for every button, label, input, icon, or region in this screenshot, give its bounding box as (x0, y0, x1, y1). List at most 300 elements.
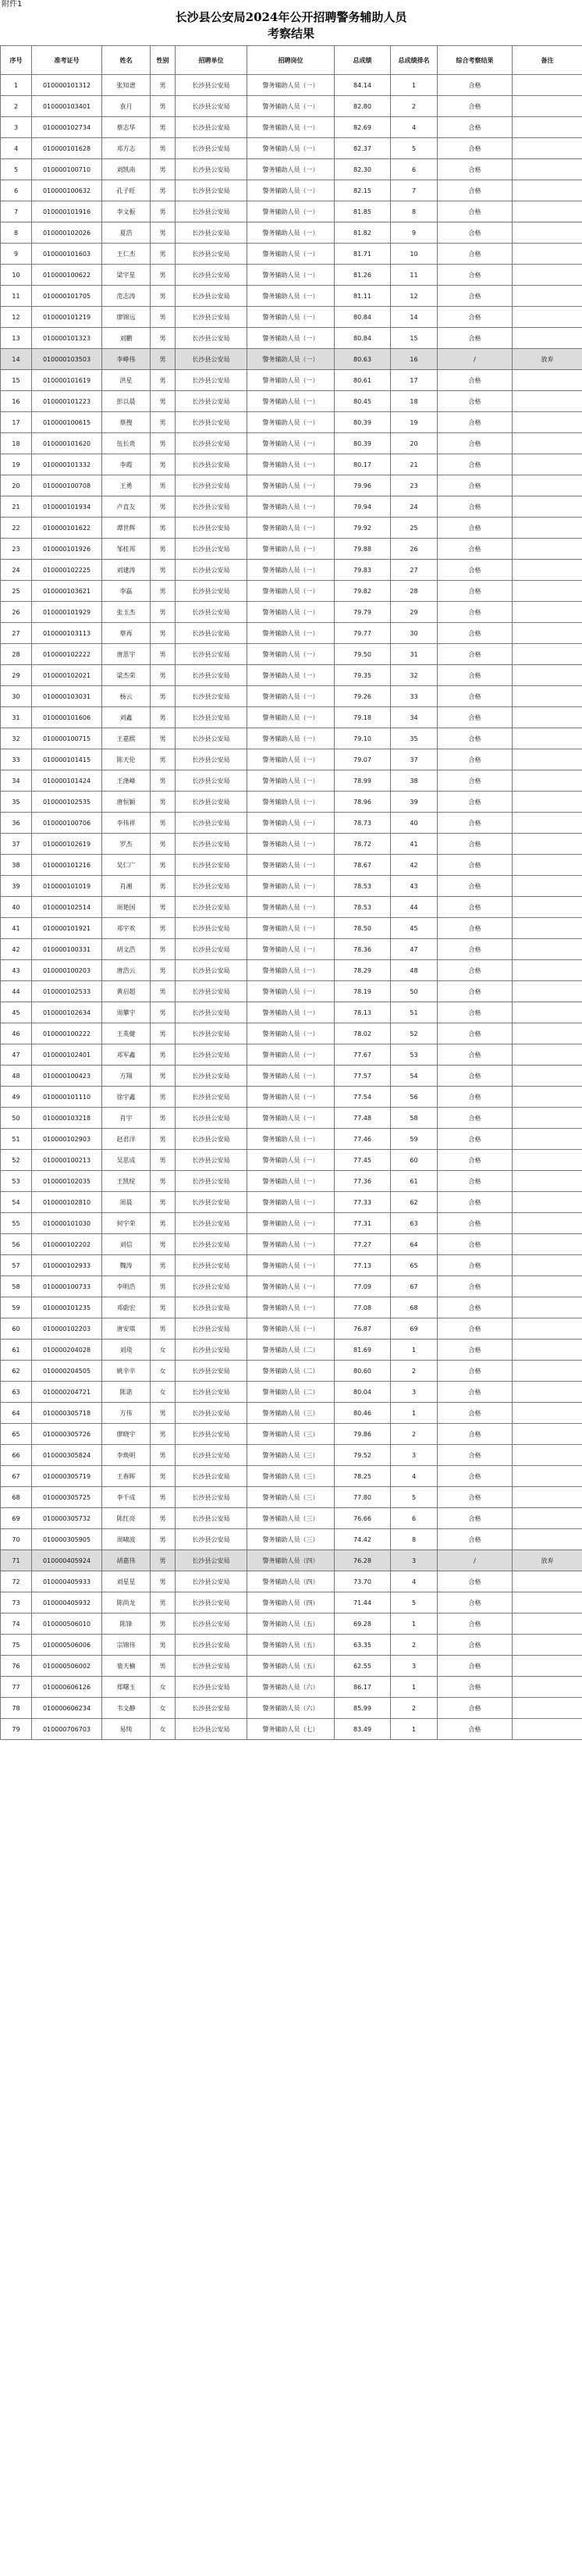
table-cell: 010000103218 (32, 1108, 102, 1129)
table-cell: 22 (1, 518, 32, 539)
table-cell: 合格 (438, 1424, 513, 1445)
table-cell: 合格 (438, 286, 513, 307)
table-cell: 41 (391, 834, 438, 855)
table-cell: 长沙县公安局 (176, 876, 247, 897)
table-cell: 78.36 (335, 939, 391, 960)
table-cell: 长沙县公安局 (176, 918, 247, 939)
table-cell: 陈红亮 (102, 1508, 151, 1529)
table-cell: 83.49 (335, 1719, 391, 1740)
table-cell: 19 (391, 412, 438, 433)
table-cell: 长沙县公安局 (176, 496, 247, 518)
table-cell: 合格 (438, 876, 513, 897)
table-cell: 廖晓宇 (102, 1424, 151, 1445)
table-cell: 长沙县公安局 (176, 686, 247, 707)
table-cell (513, 1698, 582, 1719)
table-cell: 78.72 (335, 834, 391, 855)
table-row (1, 1677, 582, 1698)
table-cell: 010000100706 (32, 813, 102, 834)
table-cell (513, 813, 582, 834)
table-cell: 警务辅助人员（一） (247, 370, 335, 391)
table-cell: 长沙县公安局 (176, 1698, 247, 1719)
table-cell: 陈诺 (102, 1382, 151, 1403)
table-cell: 010000103401 (32, 96, 102, 117)
table-cell: 男 (151, 939, 176, 960)
table-cell: 53 (1, 1171, 32, 1192)
table-cell: 长沙县公安局 (176, 560, 247, 581)
table-cell: 长沙县公安局 (176, 539, 247, 560)
table-cell: 廖锦远 (102, 307, 151, 328)
table-cell: 010000305719 (32, 1466, 102, 1487)
table-cell: 52 (1, 1150, 32, 1171)
table-cell: 010000103621 (32, 581, 102, 602)
table-cell (513, 96, 582, 117)
table-cell: 李峥伟 (102, 349, 151, 370)
table-cell: 长沙县公安局 (176, 813, 247, 834)
table-cell: 梁宇星 (102, 265, 151, 286)
table-cell: 张知谱 (102, 75, 151, 96)
table-cell: 010000103113 (32, 623, 102, 644)
table-cell: 76.87 (335, 1318, 391, 1340)
table-cell: 77.54 (335, 1087, 391, 1108)
table-cell: 74.42 (335, 1529, 391, 1550)
table-cell: 010000102514 (32, 897, 102, 918)
table-cell: 警务辅助人员（一） (247, 813, 335, 834)
table-cell: 82.69 (335, 117, 391, 138)
table-cell: 79.50 (335, 644, 391, 665)
table-cell: 长沙县公安局 (176, 307, 247, 328)
table-cell: 50 (391, 981, 438, 1002)
table-cell: 男 (151, 1150, 176, 1171)
table-cell (513, 770, 582, 792)
table-row (1, 328, 582, 349)
table-cell (513, 496, 582, 518)
table-cell: 长沙县公安局 (176, 1002, 247, 1023)
table-cell: 警务辅助人员（三） (247, 1424, 335, 1445)
table-cell (513, 391, 582, 412)
table-cell: 女 (151, 1719, 176, 1740)
table-cell: 警务辅助人员（一） (247, 728, 335, 749)
table-cell: 80.46 (335, 1403, 391, 1424)
table-cell: 警务辅助人员（一） (247, 138, 335, 159)
table-cell: 78.53 (335, 897, 391, 918)
table-cell: 010000101620 (32, 433, 102, 454)
table-cell: 合格 (438, 265, 513, 286)
table-cell: 警务辅助人员（一） (247, 792, 335, 813)
table-cell: 李千成 (102, 1487, 151, 1508)
table-cell: 吴思成 (102, 1150, 151, 1171)
table-cell: 85.99 (335, 1698, 391, 1719)
table-row (1, 644, 582, 665)
table-cell: 合格 (438, 1297, 513, 1318)
table-cell (513, 602, 582, 623)
table-cell: 37 (391, 749, 438, 770)
table-cell: 合格 (438, 1171, 513, 1192)
table-cell: 肖湘 (102, 876, 151, 897)
table-row (1, 1255, 582, 1276)
table-cell: 21 (1, 496, 32, 518)
table-cell: 79.18 (335, 707, 391, 728)
table-cell: 合格 (438, 1508, 513, 1529)
table-cell: 010000100615 (32, 412, 102, 433)
table-cell: 合格 (438, 686, 513, 707)
table-cell: 男 (151, 1571, 176, 1592)
table-cell: 黄启超 (102, 981, 151, 1002)
table-cell: 男 (151, 1550, 176, 1571)
table-cell: 14 (1, 349, 32, 370)
table-cell: 警务辅助人员（一） (247, 834, 335, 855)
table-row (1, 265, 582, 286)
table-cell: 47 (391, 939, 438, 960)
table-cell: 39 (1, 876, 32, 897)
table-cell: 警务辅助人员（六） (247, 1677, 335, 1698)
table-cell (513, 265, 582, 286)
table-cell: 010000102026 (32, 222, 102, 244)
table-row (1, 1002, 582, 1023)
table-cell: 警务辅助人员（一） (247, 433, 335, 454)
table-cell: 5 (391, 138, 438, 159)
table-cell: 长沙县公安局 (176, 728, 247, 749)
table-cell: 3 (391, 1550, 438, 1571)
table-cell: 男 (151, 1424, 176, 1445)
table-cell: 010000101606 (32, 707, 102, 728)
table-cell: 警务辅助人员（一） (247, 707, 335, 728)
header-cell: 性别 (151, 46, 176, 75)
table-cell: 宗锦伟 (102, 1635, 151, 1656)
table-row (1, 159, 582, 180)
table-cell: 合格 (438, 1361, 513, 1382)
table-cell: 合格 (438, 1403, 513, 1424)
table-cell: 警务辅助人员（一） (247, 855, 335, 876)
table-cell: 010000103503 (32, 349, 102, 370)
table-cell: 合格 (438, 1108, 513, 1129)
table-cell: 女 (151, 1677, 176, 1698)
table-cell: 17 (391, 370, 438, 391)
table-cell (513, 1087, 582, 1108)
table-cell (513, 370, 582, 391)
table-cell: 79.52 (335, 1445, 391, 1466)
table-cell: 6 (391, 1508, 438, 1529)
table-cell: 010000305732 (32, 1508, 102, 1529)
table-cell: 合格 (438, 792, 513, 813)
table-cell: 警务辅助人员（五） (247, 1656, 335, 1677)
table-cell: 警务辅助人员（一） (247, 201, 335, 222)
table-cell: 放弃 (513, 349, 582, 370)
table-cell (513, 1466, 582, 1487)
table-cell: 37 (1, 834, 32, 855)
table-row (1, 939, 582, 960)
table-cell: 78.25 (335, 1466, 391, 1487)
table-cell: 徐宇鑫 (102, 1087, 151, 1108)
table-cell (513, 728, 582, 749)
table-cell: 刘星星 (102, 1571, 151, 1592)
table-cell: 010000101216 (32, 855, 102, 876)
table-cell: 合格 (438, 328, 513, 349)
table-cell: 15 (391, 328, 438, 349)
table-cell: 43 (391, 876, 438, 897)
table-header-row (1, 46, 582, 75)
table-cell: 80.39 (335, 412, 391, 433)
table-cell (513, 286, 582, 307)
table-cell: 010000102933 (32, 1255, 102, 1276)
table-cell: 警务辅助人员（一） (247, 602, 335, 623)
table-cell: 16 (391, 349, 438, 370)
table-cell: 65 (391, 1255, 438, 1276)
table-cell (513, 138, 582, 159)
table-cell: 77.46 (335, 1129, 391, 1150)
table-cell: 长沙县公安局 (176, 855, 247, 876)
table-cell: 男 (151, 707, 176, 728)
table-row (1, 1150, 582, 1171)
table-cell: 合格 (438, 960, 513, 981)
table-cell: 合格 (438, 518, 513, 539)
table-cell (513, 1592, 582, 1614)
table-cell: 46 (1, 1023, 32, 1044)
table-cell: 010000102202 (32, 1234, 102, 1255)
table-cell: 合格 (438, 834, 513, 855)
table-cell: 合格 (438, 1276, 513, 1297)
table-cell: 警务辅助人员（一） (247, 391, 335, 412)
table-cell: 84.14 (335, 75, 391, 96)
table-cell: 警务辅助人员（四） (247, 1571, 335, 1592)
table-cell: 77 (1, 1677, 32, 1698)
table-cell: 69.28 (335, 1614, 391, 1635)
table-cell (513, 707, 582, 728)
table-cell: 警务辅助人员（七） (247, 1719, 335, 1740)
table-cell: 女 (151, 1382, 176, 1403)
table-cell: 长沙县公安局 (176, 792, 247, 813)
table-cell: 24 (391, 496, 438, 518)
table-cell: 45 (1, 1002, 32, 1023)
table-row (1, 1044, 582, 1066)
table-cell: 陈天伦 (102, 749, 151, 770)
table-cell: 78.13 (335, 1002, 391, 1023)
table-row (1, 518, 582, 539)
table-cell (513, 855, 582, 876)
table-cell: 张玉杰 (102, 602, 151, 623)
table-cell: 警务辅助人员（一） (247, 581, 335, 602)
table-cell: 73.70 (335, 1571, 391, 1592)
table-cell: 男 (151, 1234, 176, 1255)
table-cell: 8 (391, 201, 438, 222)
table-cell (513, 644, 582, 665)
table-cell: 81.69 (335, 1340, 391, 1361)
table-cell: 62 (1, 1361, 32, 1382)
table-cell: 24 (1, 560, 32, 581)
table-cell: 010000101223 (32, 391, 102, 412)
table-cell: 唐恒颖 (102, 792, 151, 813)
table-cell: 78.19 (335, 981, 391, 1002)
table-cell: 38 (1, 855, 32, 876)
table-cell: 警务辅助人员（一） (247, 686, 335, 707)
table-cell: 79.79 (335, 602, 391, 623)
table-cell (513, 918, 582, 939)
table-cell (513, 539, 582, 560)
table-cell: 男 (151, 1635, 176, 1656)
table-row (1, 876, 582, 897)
table-cell: 梁杰荣 (102, 665, 151, 686)
table-cell: 80.45 (335, 391, 391, 412)
table-cell: 13 (1, 328, 32, 349)
table-cell: 王嘉熙 (102, 728, 151, 749)
table-cell: 35 (391, 728, 438, 749)
table-cell: 长沙县公安局 (176, 1466, 247, 1487)
table-cell: 80.39 (335, 433, 391, 454)
table-cell: 长沙县公安局 (176, 454, 247, 475)
table-cell (513, 1382, 582, 1403)
page-title: 长沙县公安局2024年公开招聘警务辅助人员 (175, 10, 407, 24)
table-row (1, 1698, 582, 1719)
table-cell: 警务辅助人员（一） (247, 939, 335, 960)
table-cell: 29 (391, 602, 438, 623)
table-cell: 孔子旺 (102, 180, 151, 201)
table-cell: 警务辅助人员（一） (247, 876, 335, 897)
table-row (1, 1529, 582, 1550)
table-cell: 警务辅助人员（二） (247, 1382, 335, 1403)
table-cell: 长沙县公安局 (176, 1044, 247, 1066)
table-cell: 警务辅助人员（一） (247, 286, 335, 307)
table-row (1, 1087, 582, 1108)
table-row (1, 1318, 582, 1340)
table-cell (513, 1361, 582, 1382)
table-row (1, 981, 582, 1002)
table-cell: 31 (391, 644, 438, 665)
table-cell: 陈锋 (102, 1614, 151, 1635)
table-cell: 26 (391, 539, 438, 560)
table-cell: 男 (151, 1044, 176, 1066)
table-cell: 警务辅助人员（一） (247, 96, 335, 117)
header-cell: 总成绩 (335, 46, 391, 75)
table-row (1, 623, 582, 644)
table-cell: 男 (151, 1529, 176, 1550)
table-cell (513, 1213, 582, 1234)
table-cell: 33 (391, 686, 438, 707)
table-cell: 王涤峰 (102, 770, 151, 792)
table-row (1, 686, 582, 707)
table-cell: 18 (391, 391, 438, 412)
table-cell: 刘信 (102, 1234, 151, 1255)
table-cell: 警务辅助人员（一） (247, 1044, 335, 1066)
table-cell: 010000305824 (32, 1445, 102, 1466)
table-cell: 长沙县公安局 (176, 1614, 247, 1635)
table-cell: 62 (391, 1192, 438, 1213)
table-cell: 010000100622 (32, 265, 102, 286)
table-cell: 男 (151, 96, 176, 117)
table-cell: 78.50 (335, 918, 391, 939)
table-cell: 010000706703 (32, 1719, 102, 1740)
table-cell: 2 (391, 1424, 438, 1445)
table-cell (513, 1318, 582, 1340)
table-cell: 男 (151, 1445, 176, 1466)
table-cell: 合格 (438, 454, 513, 475)
table-row (1, 1656, 582, 1677)
table-cell: 25 (1, 581, 32, 602)
table-cell (513, 1023, 582, 1044)
table-cell: 陈尚龙 (102, 1592, 151, 1614)
table-cell: 80.17 (335, 454, 391, 475)
table-cell: 周攀宇 (102, 1002, 151, 1023)
table-cell (513, 1635, 582, 1656)
table-cell: 010000204505 (32, 1361, 102, 1382)
table-cell: 合格 (438, 665, 513, 686)
table-cell: 男 (151, 475, 176, 496)
table-cell: 010000101323 (32, 328, 102, 349)
table-cell: 王凯绽 (102, 1171, 151, 1192)
table-cell: 警务辅助人员（三） (247, 1403, 335, 1424)
table-cell: 32 (1, 728, 32, 749)
table-cell: 010000102903 (32, 1129, 102, 1150)
table-cell: 010000101415 (32, 749, 102, 770)
table-cell: 010000101628 (32, 138, 102, 159)
table-row (1, 1571, 582, 1592)
table-cell: 合格 (438, 728, 513, 749)
table-cell: 男 (151, 159, 176, 180)
table-cell: 男 (151, 370, 176, 391)
table-cell: 66 (1, 1445, 32, 1466)
table-cell: 77.31 (335, 1213, 391, 1234)
table-cell: 合格 (438, 1213, 513, 1234)
table-cell: 男 (151, 602, 176, 623)
table-cell: 合格 (438, 1023, 513, 1044)
table-cell: 71 (1, 1550, 32, 1571)
table-row (1, 286, 582, 307)
header-cell: 准考证号 (32, 46, 102, 75)
table-cell: 刘鑫 (102, 707, 151, 728)
table-cell: 合格 (438, 1382, 513, 1403)
table-cell: 4 (1, 138, 32, 159)
table-cell: 合格 (438, 1044, 513, 1066)
table-cell: 010000101921 (32, 918, 102, 939)
table-cell: 警务辅助人员（一） (247, 1276, 335, 1297)
table-cell: 010000204028 (32, 1340, 102, 1361)
table-cell: 李文振 (102, 201, 151, 222)
table-cell: 合格 (438, 412, 513, 433)
table-cell: 54 (1, 1192, 32, 1213)
table-cell: 010000305718 (32, 1403, 102, 1424)
table-cell: 10 (391, 244, 438, 265)
table-cell: 长沙县公安局 (176, 1318, 247, 1340)
table-cell: 唐思宇 (102, 644, 151, 665)
table-cell: 4 (391, 1466, 438, 1487)
table-cell: 59 (391, 1129, 438, 1150)
table-cell: 长沙县公安局 (176, 981, 247, 1002)
table-cell (513, 897, 582, 918)
table-cell: 合格 (438, 1614, 513, 1635)
table-cell: 62.55 (335, 1656, 391, 1677)
table-cell: 69 (1, 1508, 32, 1529)
table-cell: 警务辅助人员（一） (247, 454, 335, 475)
table-cell: 65 (1, 1424, 32, 1445)
table-cell: 吴仁广 (102, 855, 151, 876)
table-cell: 73 (1, 1592, 32, 1614)
table-cell: 杨云 (102, 686, 151, 707)
table-cell: 76.28 (335, 1550, 391, 1571)
table-cell: 方翔 (102, 1066, 151, 1087)
table-cell (513, 1445, 582, 1466)
table-cell: 男 (151, 454, 176, 475)
table-cell: 长沙县公安局 (176, 1087, 247, 1108)
table-cell: 警务辅助人员（一） (247, 328, 335, 349)
table-cell (513, 1719, 582, 1740)
table-cell: 4 (391, 117, 438, 138)
table-row (1, 117, 582, 138)
table-cell: 77.33 (335, 1192, 391, 1213)
table-cell (513, 222, 582, 244)
table-row (1, 496, 582, 518)
table-cell: 胡文浩 (102, 939, 151, 960)
table-cell: 男 (151, 1192, 176, 1213)
table-cell: 合格 (438, 1192, 513, 1213)
table-cell: 警务辅助人员（六） (247, 1698, 335, 1719)
